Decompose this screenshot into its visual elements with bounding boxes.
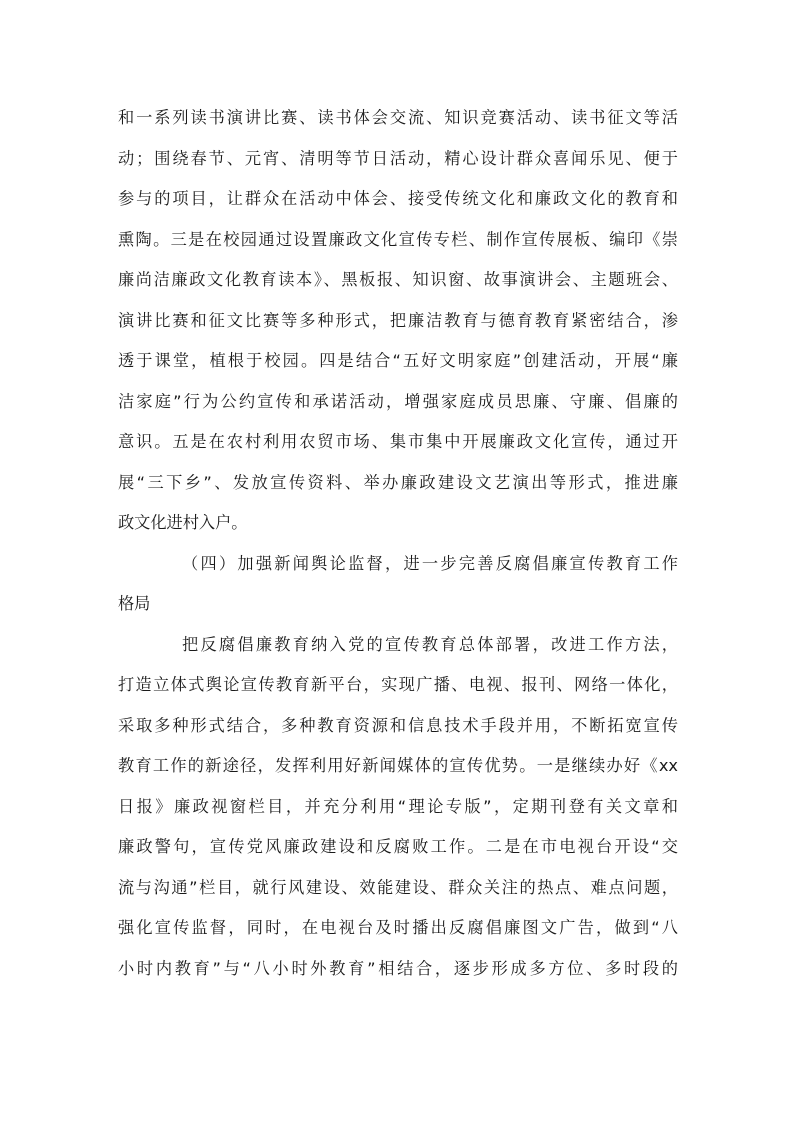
paragraph-line: 廉政警句，宣传党风廉政建设和反腐败工作。二是在市电视台开设“交 xyxy=(118,837,678,856)
paragraph-line: 演讲比赛和征文比赛等多种形式，把廉洁教育与德育教育紧密结合，渗 xyxy=(118,310,678,330)
section-heading-line: （四）加强新闻舆论监督，进一步完善反腐倡廉宣传教育工作 xyxy=(182,553,678,573)
paragraph-line: 廉尚洁廉政文化教育读本》、黑板报、知识窗、故事演讲会、主题班会、 xyxy=(118,270,678,289)
paragraph-line: 洁家庭”行为公约宣传和承诺活动，增强家庭成员思廉、守廉、倡廉的 xyxy=(118,391,678,411)
paragraph-line: 小时内教育”与“八小时外教育”相结合，逐步形成多方位、多时段的 xyxy=(118,958,678,978)
section-heading-line-last: 格局 xyxy=(118,594,151,613)
paragraph-line: 熏陶。三是在校园通过设置廉政文化宣传专栏、制作宣传展板、编印《崇 xyxy=(118,229,678,249)
paragraph-line: 展“三下乡”、发放宣传资料、举办廉政建设文艺演出等形式，推进廉 xyxy=(118,472,678,492)
paragraph-line: 教育工作的新途径，发挥利用好新闻媒体的宣传优势。一是继续办好《xx xyxy=(118,756,678,775)
paragraph-line: 透于课堂，植根于校园。四是结合“五好文明家庭”创建活动，开展“廉 xyxy=(118,351,678,370)
paragraph-line: 意识。五是在农村利用农贸市场、集市集中开展廉政文化宣传，通过开 xyxy=(118,432,678,451)
paragraph-line: 和一系列读书演讲比赛、读书体会交流、知识竞赛活动、读书征文等活 xyxy=(118,108,678,127)
paragraph-line: 强化宣传监督，同时，在电视台及时播出反腐倡廉图文广告，做到“八 xyxy=(118,918,678,937)
paragraph-line: 打造立体式舆论宣传教育新平台，实现广播、电视、报刊、网络一体化， xyxy=(118,675,678,694)
paragraph-line: 动；围绕春节、元宵、清明等节日活动，精心设计群众喜闻乐见、便于 xyxy=(118,148,678,168)
paragraph-line-last: 政文化进村入户。 xyxy=(118,513,248,532)
paragraph-line: 日报》廉政视窗栏目，并充分利用“理论专版”，定期刊登有关文章和 xyxy=(118,796,678,816)
paragraph-line: 流与沟通”栏目，就行风建设、效能建设、群众关注的热点、难点问题， xyxy=(118,877,678,897)
paragraph-line: 参与的项目，让群众在活动中体会、接受传统文化和廉政文化的教育和 xyxy=(118,189,678,208)
paragraph-first-line: 把反腐倡廉教育纳入党的宣传教育总体部署，改进工作方法， xyxy=(182,634,678,654)
paragraph-line: 采取多种形式结合，多种教育资源和信息技术手段并用，不断拓宽宣传 xyxy=(118,715,678,735)
